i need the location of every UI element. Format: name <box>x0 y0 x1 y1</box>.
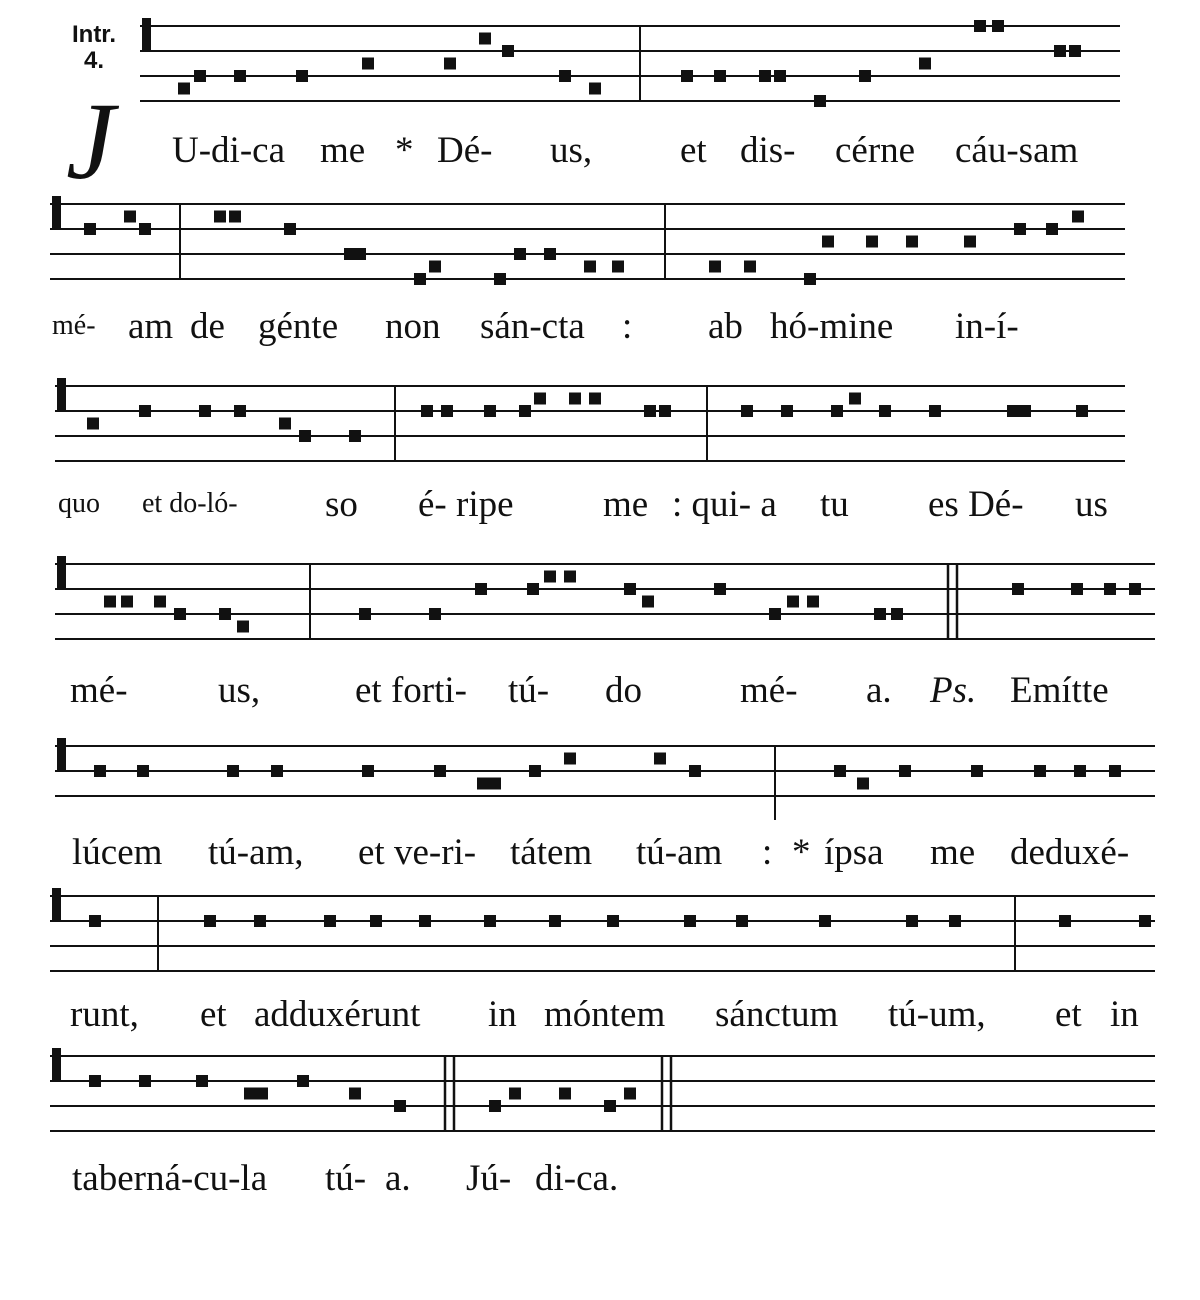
clef-icon <box>57 738 66 772</box>
neume-icon <box>534 393 546 405</box>
neume-icon <box>974 20 986 32</box>
neume-icon <box>519 405 531 417</box>
neume-icon <box>689 765 701 777</box>
neume-icon <box>929 405 941 417</box>
neume-icon <box>349 1088 361 1100</box>
neume-icon <box>529 765 541 777</box>
neume-icon <box>736 915 748 927</box>
syllable: Dé- <box>437 130 493 171</box>
neume-icon <box>394 1100 406 1112</box>
neume-icon <box>299 430 311 442</box>
neume-icon <box>178 83 190 95</box>
neume-icon <box>284 223 296 235</box>
syllable: tú- <box>325 1158 367 1199</box>
neume-icon <box>527 583 539 595</box>
neume-icon <box>899 765 911 777</box>
neume-icon <box>354 248 366 260</box>
neume-icon <box>324 915 336 927</box>
syllable: sán-cta <box>480 306 585 347</box>
neume-icon <box>1104 583 1116 595</box>
neume-icon <box>94 765 106 777</box>
neume-icon <box>624 1088 636 1100</box>
syllable: me <box>603 484 649 525</box>
syllable: ab <box>708 306 743 347</box>
syllable: mé- <box>52 310 96 341</box>
syllable: so <box>325 484 358 525</box>
syllable: et <box>200 994 227 1035</box>
neume-icon <box>644 405 656 417</box>
neume-icon <box>741 405 753 417</box>
neume-icon <box>949 915 961 927</box>
neume-icon <box>87 418 99 430</box>
neume-icon <box>297 1075 309 1087</box>
neume-icon <box>429 261 441 273</box>
neume-icon <box>624 583 636 595</box>
neume-icon <box>834 765 846 777</box>
syllable: us, <box>218 670 261 711</box>
syllable: génte <box>258 306 339 347</box>
neume-icon <box>564 753 576 765</box>
neume-icon <box>769 608 781 620</box>
neume-icon <box>807 596 819 608</box>
syllable: non <box>385 306 441 347</box>
neume-icon <box>544 248 556 260</box>
staff-5 <box>55 730 1155 820</box>
syllable: tú-um, <box>888 994 986 1035</box>
syllable: taberná-cu-la <box>72 1158 268 1199</box>
syllable: * <box>395 130 414 171</box>
neume-icon <box>1014 223 1026 235</box>
neume-icon <box>714 70 726 82</box>
neume-icon <box>204 915 216 927</box>
mode-label <box>62 22 126 75</box>
syllable: me <box>320 130 366 171</box>
neume-icon <box>604 1100 616 1112</box>
neume-icon <box>659 405 671 417</box>
staff-4 <box>55 548 1155 648</box>
syllable: mé- <box>70 670 128 711</box>
neume-icon <box>919 58 931 70</box>
neume-icon <box>1076 405 1088 417</box>
neume-icon <box>494 273 506 285</box>
clef-icon <box>52 1048 61 1082</box>
genre-label: Intr. <box>71 21 116 48</box>
syllable: Emítte <box>1010 670 1109 711</box>
syllable: am <box>128 306 174 347</box>
neume-icon <box>1007 405 1019 417</box>
neume-icon <box>891 608 903 620</box>
neume-icon <box>964 236 976 248</box>
neume-icon <box>174 608 186 620</box>
neume-icon <box>139 405 151 417</box>
neume-icon <box>441 405 453 417</box>
syllable: et forti- <box>355 670 467 711</box>
neume-icon <box>859 70 871 82</box>
neume-icon <box>589 393 601 405</box>
neume-icon <box>744 261 756 273</box>
neume-icon <box>429 608 441 620</box>
neume-icon <box>370 915 382 927</box>
neume-icon <box>831 405 843 417</box>
neume-icon <box>874 608 886 620</box>
neume-icon <box>475 583 487 595</box>
syllable: tú-am <box>636 832 723 873</box>
neume-icon <box>559 1088 571 1100</box>
neume-icon <box>1019 405 1031 417</box>
neume-icon <box>1069 45 1081 57</box>
neume-icon <box>814 95 826 107</box>
neume-icon <box>1129 583 1141 595</box>
neume-icon <box>1059 915 1071 927</box>
neume-icon <box>477 778 489 790</box>
neume-icon <box>857 778 869 790</box>
neume-icon <box>479 33 491 45</box>
neume-icon <box>419 915 431 927</box>
syllable: deduxé- <box>1010 832 1130 873</box>
neume-icon <box>256 1088 268 1100</box>
neume-icon <box>421 405 433 417</box>
neume-icon <box>227 765 239 777</box>
neume-icon <box>564 571 576 583</box>
syllable: me <box>930 832 976 873</box>
neume-icon <box>681 70 693 82</box>
neume-icon <box>819 915 831 927</box>
neume-icon <box>362 58 374 70</box>
psalm-marker: Ps. <box>930 670 977 711</box>
neume-icon <box>139 1075 151 1087</box>
neume-icon <box>254 915 266 927</box>
staff-7 <box>50 1040 1155 1150</box>
neume-icon <box>237 621 249 633</box>
neume-icon <box>234 70 246 82</box>
clef-icon <box>57 378 66 412</box>
initial-letter: J <box>66 80 115 202</box>
syllable: in <box>488 994 517 1035</box>
syllable: in <box>1110 994 1139 1035</box>
syllable: es Dé- <box>928 484 1024 525</box>
syllable: a. <box>385 1158 411 1199</box>
neume-icon <box>654 753 666 765</box>
neume-icon <box>1034 765 1046 777</box>
clef-icon <box>142 18 151 52</box>
neume-icon <box>414 273 426 285</box>
syllable: sánctum <box>715 994 839 1035</box>
neume-icon <box>89 1075 101 1087</box>
neume-icon <box>879 405 891 417</box>
syllable: do <box>605 670 642 711</box>
syllable: U-di-ca <box>172 130 285 171</box>
neume-icon <box>849 393 861 405</box>
syllable: tu <box>820 484 849 525</box>
syllable: : qui- a <box>672 484 777 525</box>
neume-icon <box>219 608 231 620</box>
neume-icon <box>234 405 246 417</box>
staff-2 <box>50 188 1125 288</box>
neume-icon <box>1054 45 1066 57</box>
neume-icon <box>484 405 496 417</box>
clef-icon <box>57 556 66 590</box>
neume-icon <box>349 430 361 442</box>
syllable: runt, <box>70 994 139 1035</box>
neume-icon <box>906 915 918 927</box>
neume-icon <box>489 778 501 790</box>
syllable: in-í- <box>955 306 1019 347</box>
neume-icon <box>612 261 624 273</box>
neume-icon <box>489 1100 501 1112</box>
neume-icon <box>804 273 816 285</box>
neume-icon <box>642 596 654 608</box>
neume-icon <box>589 83 601 95</box>
staff-1 <box>140 10 1120 110</box>
staff-6 <box>50 880 1155 980</box>
neume-icon <box>139 223 151 235</box>
neume-icon <box>549 915 561 927</box>
syllable: ípsa <box>824 832 884 873</box>
neume-icon <box>196 1075 208 1087</box>
neume-icon <box>89 915 101 927</box>
neume-icon <box>906 236 918 248</box>
neume-icon <box>544 571 556 583</box>
neume-icon <box>1109 765 1121 777</box>
neume-icon <box>822 236 834 248</box>
syllable: us, <box>550 130 593 171</box>
syllable: quo <box>58 488 100 519</box>
syllable: hó-mine <box>770 306 894 347</box>
syllable: tú- <box>508 670 550 711</box>
staff-3 <box>55 370 1125 470</box>
neume-icon <box>774 70 786 82</box>
syllable: tú-am, <box>208 832 304 873</box>
syllable: cérne <box>835 130 916 171</box>
syllable: Jú- <box>466 1158 512 1199</box>
syllable: lúcem <box>72 832 163 873</box>
neume-icon <box>1072 211 1084 223</box>
neume-icon <box>709 261 721 273</box>
mode-number: 4. <box>83 47 104 75</box>
neume-icon <box>569 393 581 405</box>
syllable: : <box>762 832 773 873</box>
neume-icon <box>584 261 596 273</box>
neume-icon <box>362 765 374 777</box>
neume-icon <box>444 58 456 70</box>
neume-icon <box>509 1088 521 1100</box>
syllable: et <box>1055 994 1082 1035</box>
neume-icon <box>1012 583 1024 595</box>
neume-icon <box>199 405 211 417</box>
neume-icon <box>244 1088 256 1100</box>
clef-icon <box>52 888 61 922</box>
neume-icon <box>866 236 878 248</box>
neume-icon <box>434 765 446 777</box>
syllable: é- ripe <box>418 484 514 525</box>
clef-icon <box>52 196 61 230</box>
neume-icon <box>759 70 771 82</box>
neume-icon <box>714 583 726 595</box>
neume-icon <box>84 223 96 235</box>
syllable: * <box>792 832 811 873</box>
neume-icon <box>1139 915 1151 927</box>
syllable: cáu-sam <box>955 130 1079 171</box>
neume-icon <box>502 45 514 57</box>
syllable: di-ca. <box>535 1158 619 1199</box>
neume-icon <box>992 20 1004 32</box>
neume-icon <box>787 596 799 608</box>
neume-icon <box>194 70 206 82</box>
neume-icon <box>279 418 291 430</box>
neume-icon <box>1071 583 1083 595</box>
syllable: et ve-ri- <box>358 832 477 873</box>
syllable: adduxérunt <box>254 994 421 1035</box>
neume-icon <box>137 765 149 777</box>
syllable: móntem <box>544 994 666 1035</box>
syllable: us <box>1075 484 1108 525</box>
neume-icon <box>271 765 283 777</box>
neume-icon <box>971 765 983 777</box>
neume-icon <box>229 211 241 223</box>
neume-icon <box>1074 765 1086 777</box>
neume-icon <box>559 70 571 82</box>
neume-icon <box>296 70 308 82</box>
neume-icon <box>124 211 136 223</box>
syllable: : <box>622 306 633 347</box>
neume-icon <box>104 596 116 608</box>
neume-icon <box>359 608 371 620</box>
neume-icon <box>121 596 133 608</box>
neume-icon <box>514 248 526 260</box>
syllable: dis- <box>740 130 796 171</box>
syllable: et do-ló- <box>142 488 238 519</box>
neume-icon <box>154 596 166 608</box>
syllable: et <box>680 130 707 171</box>
neume-icon <box>1046 223 1058 235</box>
neume-icon <box>484 915 496 927</box>
neume-icon <box>607 915 619 927</box>
neume-icon <box>684 915 696 927</box>
syllable: tátem <box>510 832 593 873</box>
syllable: de <box>190 306 225 347</box>
neume-icon <box>214 211 226 223</box>
syllable: mé- <box>740 670 798 711</box>
syllable: a. <box>866 670 892 711</box>
neume-icon <box>781 405 793 417</box>
